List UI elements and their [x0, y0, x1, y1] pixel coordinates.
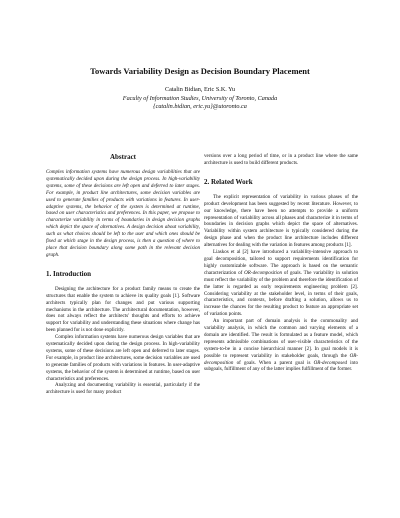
right-column	[204, 153, 358, 373]
or-decomposed-term: OR-decomposed	[313, 359, 347, 366]
related-p3-text-b: of goals. When a parent goal is	[233, 359, 314, 366]
intro-paragraph-2: Complex information systems have numerous design variables that are systematically decided upon during the design process. In high-variability systems, some of these decisions are left open and deferred to later stages. For example, in product line architectures, some decision variables are used to generate families of products with variations in features. In user-adaptive systems, the behavior of the system is determined at runtime, based on user characteristics and preferences.	[46, 334, 200, 382]
paper-emails: {catalin.bidian, eric.yu}@utoronto.ca	[153, 103, 247, 111]
paper-affiliation: Faculty of Information Studies, University of Toronto, Canada	[122, 94, 278, 102]
related-work-heading: 2. Related Work	[204, 177, 253, 186]
related-paragraph-1: The explicit representation of variability in various phases of the product development has been suggested by recent literature. However, to our knowledge, there have been no attempts to provide a uniform representation of variability across all phases and characterize it in terms of boundaries in decision graphs which depict the space of alternatives. Variability within system architecture is typically considered during the design phase and when the product line architecture includes different alternatives for dealing with the variation in features among products [1].	[204, 193, 358, 249]
related-p3-text-a: An important part of domain analysis is the commonality and variability analysis, in which the common and varying elements of a domain are identified. The result is formulated as a feature model, which represents admissible combinations of user-visible characteristics of the system-to-be in a concise hierarchical manner [2]. In goal models it is possible to represent variability in stakeholder goals, through the	[204, 318, 358, 359]
abstract-heading: Abstract	[109, 153, 137, 161]
paper-header	[0, 66, 400, 112]
related-p3-text-c: into subgoals, fulfillment of any of the latter implies fulfillment of the former.	[204, 359, 359, 373]
left-column	[46, 153, 200, 396]
or-decomposition-term: OR-decomposition	[244, 269, 283, 276]
related-paragraph-2	[204, 249, 358, 318]
abstract-text: Complex information systems have numerous design variabilities that are systematically decided upon during the design process. In high-variability systems, some of these decisions are left open and deferred to later stages. For example, in product line architectures, some decision variables are used to generate families of products with variations in features. In user-adaptive systems, the behavior of the system is determined at runtime, based on user characteristics and preferences. In this paper, we propose to characterize variability in terms of boundaries in design decision graphs which depict the space of alternatives. A design decision about variability, such as what choices should be left to the user and which ones should be fixed at which stage in the design process, is then a question of where to place that decision boundary along some path in the relevant decision graph.	[46, 169, 200, 258]
paper-title: Towards Variability Design as Decision Boundary Placement	[90, 66, 310, 76]
intro-paragraph-3: Analyzing and documenting variability is essential, particularly if the architecture is used for many product	[46, 382, 200, 396]
related-p2-text-a: Liaskos et al [2] have introduced a variability-intensive approach to goal decomposition, tailored to support requirements identification for highly customizable software. The approach is based on the semantic characterization of	[204, 249, 358, 276]
paper-authors: Catalin Bidian, Eric S.K. Yu	[164, 86, 236, 93]
related-paragraph-3	[204, 318, 358, 373]
intro-continuation: versions over a long period of time, or in a product line where the same architecture is used to build different products.	[204, 153, 358, 166]
intro-paragraph-1: Designing the architecture for a product family means to create the structures that enable the system to achieve its quality goals [1]. Software architects typically plan for changes and put various supporting mechanisms in the architecture. The architectural documentation, however, does not always reflect the architects' thoughts and efforts to achieve support for variability and understanding these situations where change has been planned for is not done explicitly.	[46, 285, 200, 334]
or-decomposition-term-2: OR-decomposition	[204, 352, 358, 366]
related-p2-text-b: of goals. The variability in solution must reflect the variability of the problem and therefore the identification of the latter is regarded as early requirements engineering problem [2]. Considering variability at the stakeholder level, in terms of their goals, characteristics, and contexts, before drafting a solution, allows us to increase the chances for the resulting product to feature an appropriate set of variation points.	[204, 269, 358, 318]
introduction-heading: 1. Introduction	[46, 269, 91, 278]
